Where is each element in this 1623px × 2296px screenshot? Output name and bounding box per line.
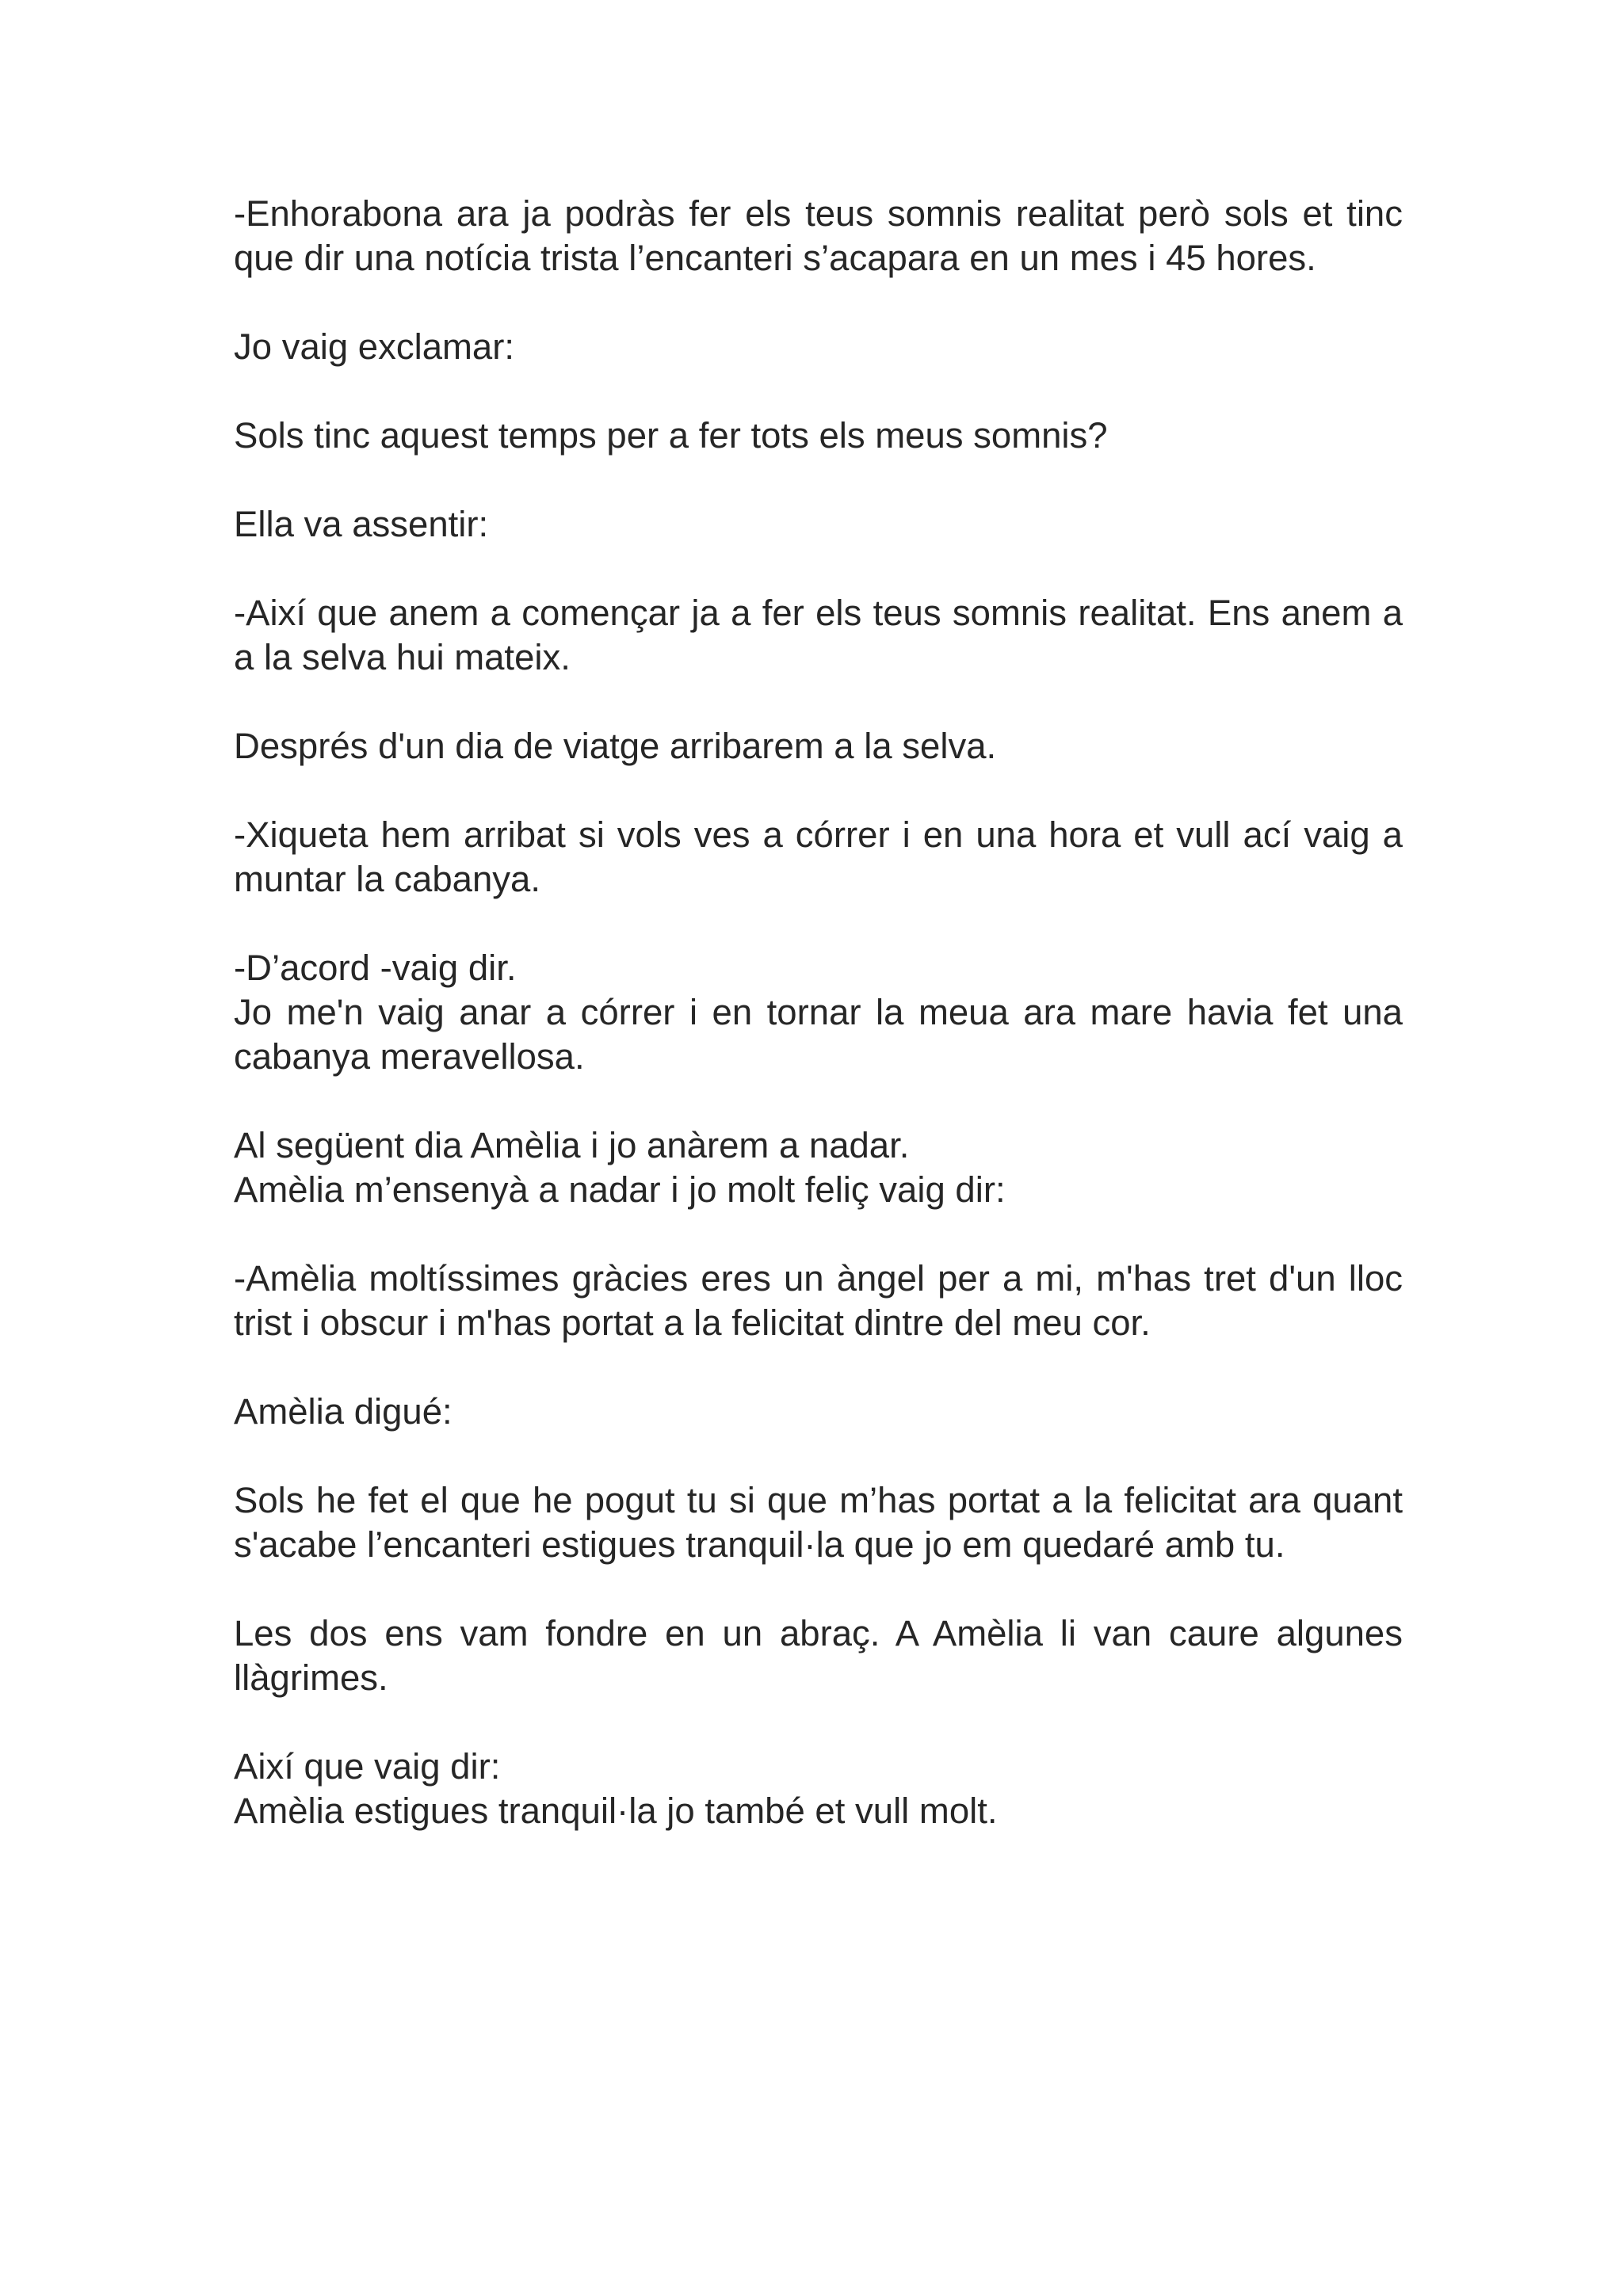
paragraph-15: Les dos ens vam fondre en un abraç. A Amèlia li van caure algunes llàgrimes. bbox=[234, 1613, 1403, 1698]
paragraph-11: Amèlia m’ensenyà a nadar i jo molt feliç vaig dir: bbox=[234, 1169, 1006, 1210]
paragraph-7: -Xiqueta hem arribat si vols ves a córrer i en una hora et vull ací vaig a muntar la cabanya. bbox=[234, 814, 1403, 899]
story-text bbox=[234, 192, 1403, 1878]
paragraph-3: Sols tinc aquest temps per a fer tots els meus somnis? bbox=[234, 415, 1108, 456]
paragraph-4: Ella va assentir: bbox=[234, 504, 489, 544]
paragraph-6: Després d'un dia de viatge arribarem a la selva. bbox=[234, 726, 997, 766]
paragraph-2: Jo vaig exclamar: bbox=[234, 326, 515, 367]
paragraph-10: Al següent dia Amèlia i jo anàrem a nadar. bbox=[234, 1125, 910, 1165]
paragraph-9: Jo me'n vaig anar a córrer i en tornar la meua ara mare havia fet una cabanya meravellosa. bbox=[234, 992, 1403, 1077]
paragraph-8: -D’acord -vaig dir. bbox=[234, 948, 517, 988]
paragraph-16: Així que vaig dir: bbox=[234, 1746, 501, 1787]
paragraph-12: -Amèlia moltíssimes gràcies eres un àngel per a mi, m'has tret d'un lloc trist i obscur i m'has portat a la felicitat dintre del meu cor. bbox=[234, 1258, 1403, 1343]
paragraph-14: Sols he fet el que he pogut tu si que m’has portat a la felicitat ara quant s'acabe l’encanteri estigues tranquil·la que jo em quedaré amb tu. bbox=[234, 1480, 1403, 1565]
paragraph-1: -Enhorabona ara ja podràs fer els teus somnis realitat però sols et tinc que dir una notícia trista l’encanteri s’acapara en un mes i 45 hores. bbox=[234, 193, 1403, 278]
paragraph-13: Amèlia digué: bbox=[234, 1391, 453, 1432]
paragraph-17: Amèlia estigues tranquil·la jo també et vull molt. bbox=[234, 1791, 998, 1831]
paragraph-5: -Així que anem a començar ja a fer els teus somnis realitat. Ens anem a a la selva hui mateix. bbox=[234, 593, 1403, 677]
